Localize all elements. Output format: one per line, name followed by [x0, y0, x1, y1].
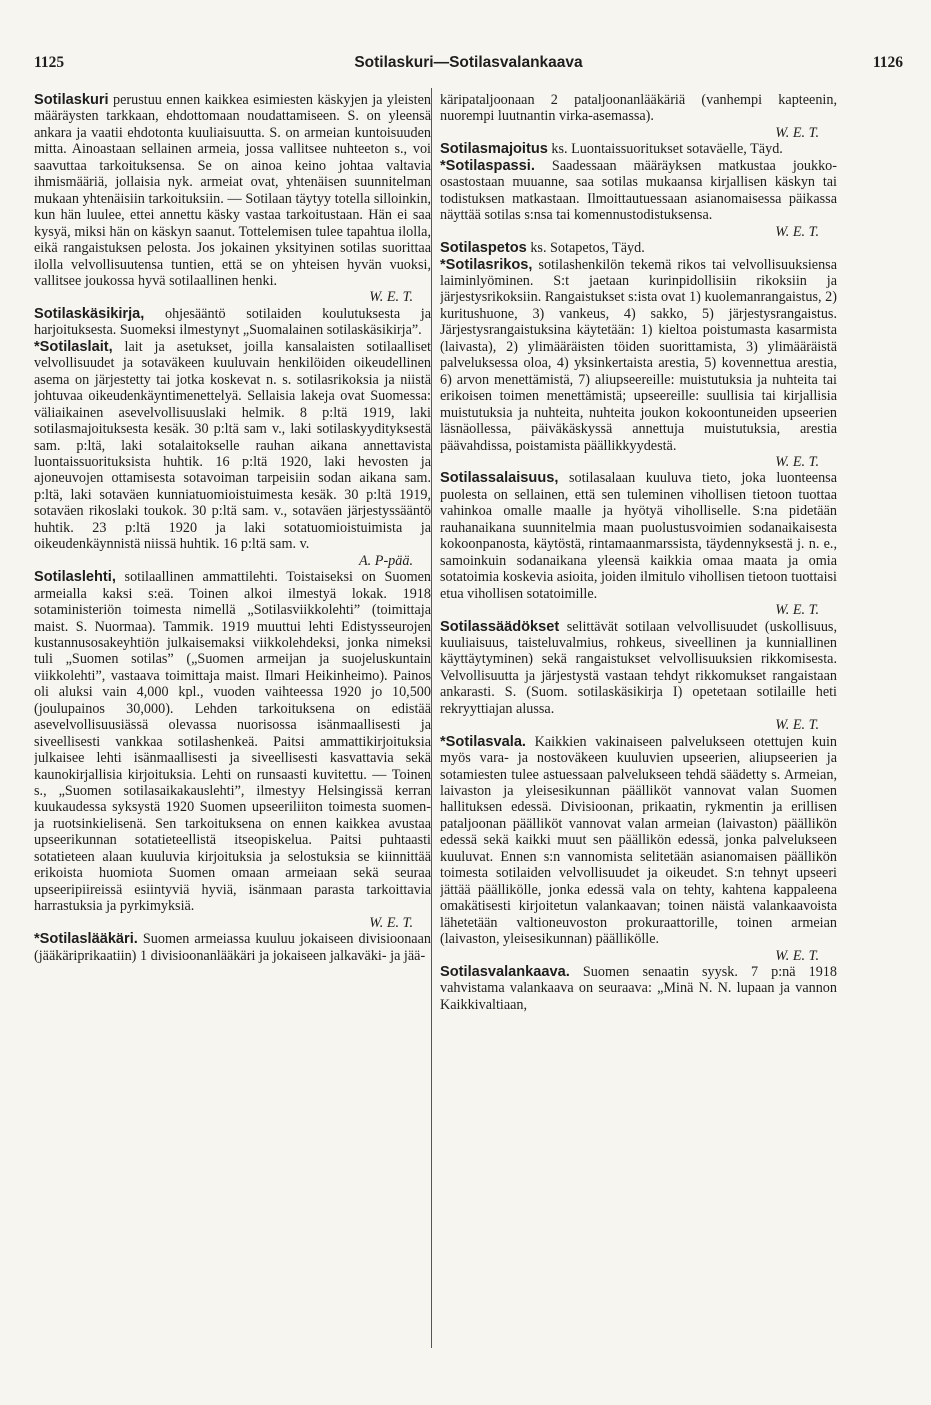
entry-signature: W. E. T. — [775, 124, 819, 141]
entry-text: ks. Sotapetos, Täyd. — [526, 240, 645, 257]
entry-text: perustuu ennen kaikkea esimiesten käskyjen ja yleisten määräysten tarkkaan, ehdottomaan noudattamiseen. S. on yleensä ankara ja vaatii ehdotonta kuuliaisuutta. S. on armeian kuntoisuuden mitta. Ainoastaan sellainen armeia, jossa vallitsee nuhteeton s., voi saavuttaa tarkoituksensa. Se on ainoa keino johtaa valtavia ihmismääriä, jollaisia nyk. armeiat ovat, yhtenäisen suunnitelman mukaan yhtenäisiin tarkoituksiin. — Sotilaan täytyy totella silloinkin, kun hän luulee, ettei annettu käsky vastaa tarkoitustaan. Hän ei saa kysyä, miksi hän on käskyn saanut. Tottelemisen tulee tapahtua ilolla, eikä rangaistuksen pelosta. Jos jokainen yksityinen sotilas suorittaa ilolla velvollisuutensa tuntien, että se on yhteisen hyvän vuoksi, vallitsee joukossa hyvä sotilaallinen henki. — [34, 92, 431, 289]
entry-headword: Sotilasvalankaava. — [440, 964, 570, 981]
entry-text: Suomen armeiassa kuuluu jokaiseen divisioonaan (jääkäriprikaatiin) 1 divisioonanlääkäri ja jokaiseen jalkaväki- ja jää- — [34, 931, 431, 964]
entry-text: Suomen senaatin syysk. 7 p:nä 1918 vahvistama valankaava on seuraava: „Minä N. N. lupaan ja vannon Kaikkivaltiaan, — [440, 964, 837, 1013]
entry-headword: Sotilassäädökset — [440, 618, 560, 635]
page-number-right: 1126 — [872, 54, 903, 71]
entry-headword: *Sotilaslait, — [34, 338, 113, 355]
page-header — [34, 54, 903, 80]
entry — [440, 141, 837, 157]
entry-headword: *Sotilasrikos, — [440, 256, 533, 273]
entry-headword: Sotilaslehti, — [34, 569, 116, 586]
entry-signature: W. E. T. — [369, 289, 413, 306]
entry-text: sotilasalaan kuuluva tieto, joka luonteensa puolesta on sellainen, että sen tuleminen vihollisen tietoon tuottaa vahinkoa omalle maalle ja hyötyä viholliselle. S:na pidetään rauhanaikana suunnitelmia maan puolustusvoimien sodanaikaisesta kokoonpanosta, käytöstä, rintamaanmarssista, täydennyksestä j. n. e., samoinkuin sodanaikana yleensä kaikkia omaa maata ja omia sotatoimia koskevia asioita, joiden ilmitulo vihollisen tietoon tuottaisi etua vihollisen sotatoimille. — [440, 470, 837, 602]
entry-text: sotilashenkilön tekemä rikos tai velvollisuuksiensa laiminlyöminen. S:t jaetaan kurinpidollisiin rikoksiin ja järjestysrikoksiin. Rangaistukset s:ista ovat 1) kuolemanrangaistus, 2) kuritushuone, 3) vankeus, 4) sakko, 5) järjestysrangaistus. Järjestysrangaistuksina käytetään: 1) kieltoa poistumasta kasarmista (laivasta), 2) ylimääräisten töiden suorittamista, 3) ylimääräistä palveluksessa oloa, 4) yksinkertaista arestia, 5) kovennettua arestia, 6) arvon menettämistä, 7) aliupseereille: muistutuksia ja nuhteita tai erikoisen toimen menettämistä; upseereille: suullisia tai kirjallisia muistutuksia ja nuhteita, nuhteita joukon kokoontuneiden upseerien läsnäollessa, päiväkäskyssä annettuja muistutuksia, arestia päävahdissa, poistamista päällikkyydestä. — [440, 256, 837, 454]
entry-signature: W. E. T. — [369, 914, 413, 931]
entry-headword: *Sotilaslääkäri. — [34, 931, 138, 948]
entry-headword: Sotilasmajoitus — [440, 141, 548, 158]
entry-signature: W. E. T. — [775, 453, 819, 470]
entry-signature: A. P-pää. — [359, 552, 413, 569]
column-divider — [431, 88, 432, 1348]
entry-signature: W. E. T. — [775, 717, 819, 734]
entry-text: selittävät sotilaan velvollisuudet (uskollisuus, kuuliaisuus, taisteluvalmius, rohkeus, siveellinen ja kunniallinen käyttäytyminen) sekä rangaistukset velvollisuuksien rikkomisesta. Velvollisuutta ja järjestystä vastaan tehdyt rikkomukset rangaistaan ankarasti. S. (Suom. sotilaskäsikirja I) opetetaan sotilaille heti rekryyttiajan alussa. — [440, 618, 837, 717]
right-column — [440, 92, 837, 1382]
entry — [440, 964, 837, 1013]
left-column — [34, 92, 431, 1382]
entry — [34, 92, 431, 306]
entry-headword: Sotilaspetos — [440, 240, 527, 257]
entry — [440, 240, 837, 256]
entry — [34, 569, 431, 931]
entry-signature: W. E. T. — [775, 602, 819, 619]
entry — [440, 158, 837, 240]
entry-signature: W. E. T. — [775, 223, 819, 240]
entry — [440, 92, 837, 141]
entry-headword: *Sotilasvala. — [440, 733, 526, 750]
entry-text: ks. Luontaissuoritukset sotaväelle, Täyd. — [547, 141, 783, 158]
entry-text: sotilaallinen ammattilehti. Toistaiseksi on Suomen armeialla kaksi s:eä. Toinen alkoi ilmestyä lokak. 1918 sotaministeriön toimesta nimellä „Sotilasviikkolehti” (toimittaja maist. S. Nuormaa). Tammik. 1919 muuttui lehti Edistysseurojen kustannusosakeyhtiön julkaisemaksi viikkolehdeksi, jonka nimeksi tuli „Suomen sotilas” („Suomen armeijan ja suojeluskuntain viikkolehti”, vastaava toimittaja maist. Ilmari Heikinheimo). Painos oli aluksi vain 4,000 kpl., vuoden vaihteessa 1920 jo 10,500 (joulupainos 30,000). Lehden tarkoituksena on edistää asevelvollisuusiässä olevassa nuorisossa isänmaallisesti ja siveellisesti vankkaa sotilashenkeä. Paitsi ammattikirjoituksia julkaisee lehti isänmaallisesti ja siveellisesti kasvattavia sekä kaunokirjallisia kirjoituksia. Lehti on runsaasti kuvitettu. — Toinen s., „Suomen sotilasaikakauslehti”, ilmestyy Helsingissä kerran kuukaudessa syksystä 1920 Suomen upseeriliiton toimesta suomen- ja ruotsinkielisenä. Sen tarkoituksena on ennen kaikkea avustaa upseerikunnan sotatieteellistä itseopiskelua. Paitsi puhtaasti sotatieteen alaan kuuluvia kirjoituksia ja selostuksia se kiinnittää erikoista huomiota Suomen omaan armeiaan sekä seuraa upseeripiireissä esiintyviä hyviä, isänmaan parasta tarkoittavia harrastuksia ja pyrkimyksiä. — [34, 569, 431, 915]
entry-text: ohjesääntö sotilaiden koulutuksesta ja harjoituksesta. Suomeksi ilmestynyt „Suomalainen sotilaskäsikirja”. — [34, 305, 431, 339]
entry-headword: Sotilaskuri — [34, 92, 109, 108]
entry-headword: *Sotilaspassi. — [440, 157, 535, 174]
entry-text: Saadessaan määräyksen matkustaa joukko-osastostaan muuanne, saa sotilas mukaansa kirjallisen käskyn tai todistuksen matkastaan. Ilmoittautuessaan asianomaisessa päikassa näyttää sotilas s:nsa tai komennustodistuksensa. — [440, 157, 837, 224]
entry-text: käripataljoonaan 2 pataljoonanlääkäriä (vanhempi kapteenin, nuorempi luutnantin virka-asemassa). — [440, 92, 837, 125]
entry — [440, 257, 837, 471]
entry-text: Kaikkien vakinaiseen palvelukseen otettujen kuin myös vara- ja nostoväkeen kuuluvien upseerien, aliupseerien ja sotamiesten tulee astuessaan palvelukseen tehdä säädetty s. Armeian, laivaston ja yleisesikunnan päälliköt vannovat valan Suomen hallituksen edessä. Divisioonan, prikaatin, rykmentin ja erillisen pataljoonan päälliköt vannovat valan armeian (laivaston) päällikön edessä sekä kaikki muut sen päällikön edessä, jonka palvelukseen kuuluvat. Ennen s:n vannomista selitetään asianomaisen päällikön toimesta sotilaiden velvollisuudet ja oikeudet. S:n tehnyt upseeri jättää päällikölle, jonka edessä vala on tehty, kahtena kappaleena omakätisesti kirjoitetun valankaavan; toinen näistä valankaavoista lähetetään valtioneuvoston prokuraattorille, toinen armeian (laivaston, yleisesikunnan) päällikölle. — [440, 733, 837, 948]
entry — [34, 339, 431, 569]
entry — [440, 619, 837, 734]
entry-text: lait ja asetukset, joilla kansalaisten sotilaalliset velvollisuudet ja sotaväkeen kuuluvain henkilöiden oikeudellinen asema on järjestetty tai jotka koskevat n. s. sotilasrikoksia ja niistä johtuvaa oikeudenkäyntimenettelyä. Sellaisia lakeja ovat Suomessa: väliaikainen asevelvollisuuslaki helmik. 8 p:ltä 1919, laki sotilasmajoituksesta kesäk. 30 p:ltä sam v., laki sotilaskyydityksestä sam. p:ltä, laki sotalaitokselle rauhan aikana annettavista luontaissuorituksista huhtik. 16 p:ltä 1920, laki hevosten ja ajoneuvojen ottamisesta sotavoiman tarpeisiin sodan aikana sam. p:ltä, laki sotaväen kunniatuomioistuimesta kesäk. 30 p:ltä 1919, sotaväen rikoslaki toukok. 30 p:ltä sam. v., sotaväen järjestyssääntö huhtik. 23 p:ltä 1920 ja laki sotatuomioistuimista ja oikeudenkäynnistä niissä huhtik. 16 p:ltä sam. v. — [34, 338, 431, 553]
running-title: Sotilaskuri—Sotilasvalankaava — [354, 54, 583, 71]
page-number-left: 1125 — [34, 54, 65, 71]
entry-headword: Sotilassalaisuus, — [440, 470, 559, 487]
entry — [34, 931, 431, 964]
entry — [440, 470, 837, 618]
entry — [34, 306, 431, 339]
entry — [440, 734, 837, 964]
entry-signature: W. E. T. — [775, 947, 819, 964]
entry-headword: Sotilaskäsikirja, — [34, 305, 145, 322]
